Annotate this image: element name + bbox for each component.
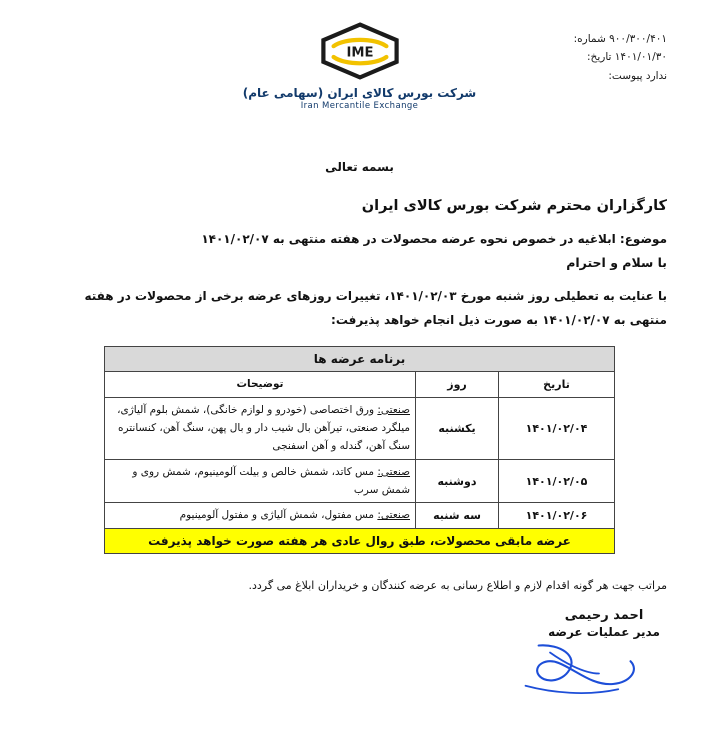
- table-row: [105, 503, 615, 528]
- intro-paragraph-2: منتهی به ۱۴۰۱/۰۲/۰۷ به صورت ذیل انجام خواهد پذیرفت:: [331, 313, 667, 328]
- cell-description-label: صنعتی:: [377, 465, 410, 478]
- offerings-table: [104, 346, 615, 554]
- addressee-line: کارگزاران محترم شرکت بورس کالای ایران: [361, 198, 667, 214]
- table-header-row: [105, 372, 615, 397]
- cell-day: سه شنبه: [416, 503, 499, 528]
- meta-row-number: [574, 30, 667, 48]
- cell-description-text: مس کاتد، شمش خالص و بیلت آلومینیوم، شمش روی و شمش سرب: [132, 465, 410, 497]
- table-highlight-row: [105, 528, 615, 553]
- signer-title: مدیر عملیات عرضه: [548, 624, 660, 639]
- cell-description-text: ورق اختصاصی (خودرو و لوازم خانگی)، شمش بلوم آلیاژی، میلگرد صنعتی، تیرآهن بال شیب دار و بال پهن، سنگ آهن، کنسانتره سنگ آهن، گندله و آهن اسفنجی: [117, 403, 410, 453]
- meta-attachment-label: پیوست:: [608, 69, 643, 82]
- column-header-description: توضیحات: [105, 372, 416, 397]
- organization-logo-block: [210, 22, 510, 111]
- cell-date: ۱۴۰۱/۰۲/۰۴: [499, 397, 615, 459]
- ime-logo-icon: [318, 22, 402, 80]
- intro-paragraph-1: با عنایت به تعطیلی روز شنبه مورخ ۱۴۰۱/۰۲/۰۳، تغییرات روزهای عرضه برخی از محصولات در هفته: [84, 289, 667, 304]
- closing-paragraph: مراتب جهت هر گونه اقدام لازم و اطلاع رسانی به عرضه کنندگان و خریداران ابلاغ می گردد.: [248, 578, 667, 592]
- cell-description-label: صنعتی:: [377, 403, 410, 416]
- highlight-note: عرضه مابقی محصولات، طبق روال عادی هر هفته صورت خواهد پذیرفت: [105, 528, 615, 553]
- document-header: [0, 0, 719, 150]
- cell-description: [105, 459, 416, 503]
- salutation-line: با سلام و احترام: [566, 255, 667, 271]
- signer-name: احمد رحیمی: [564, 607, 644, 623]
- cell-description: [105, 503, 416, 528]
- organization-name-fa: شرکت بورس کالای ایران (سهامی عام): [242, 86, 477, 100]
- cell-date: ۱۴۰۱/۰۲/۰۵: [499, 459, 615, 503]
- meta-row-date: [574, 48, 667, 66]
- basmala-line: بسمه تعالی: [325, 160, 394, 174]
- table-title: برنامه عرضه ها: [105, 347, 615, 372]
- organization-name-en: Iran Mercantile Exchange: [300, 101, 419, 111]
- cell-description-text: مس مفتول، شمش آلیاژی و مفتول آلومینیوم: [179, 509, 378, 522]
- cell-description-label: صنعتی:: [377, 509, 410, 522]
- meta-row-attachment: [574, 67, 667, 85]
- svg-text:IME: IME: [345, 45, 374, 61]
- cell-description: [105, 397, 416, 459]
- signature-block: [489, 608, 719, 709]
- cell-day: یکشنبه: [416, 397, 499, 459]
- cell-date: ۱۴۰۱/۰۲/۰۶: [499, 503, 615, 528]
- meta-date-value: ۱۴۰۱/۰۱/۳۰: [614, 51, 667, 64]
- offerings-table-wrap: [104, 346, 615, 554]
- table-row: [105, 397, 615, 459]
- meta-attachment-value: ندارد: [645, 69, 667, 82]
- handwritten-signature-icon: [508, 635, 701, 705]
- column-header-date: تاریخ: [499, 372, 615, 397]
- cell-day: دوشنبه: [416, 459, 499, 503]
- meta-date-label: تاریخ:: [587, 51, 612, 64]
- table-row: [105, 459, 615, 503]
- meta-number-label: شماره:: [573, 33, 606, 45]
- column-header-day: روز: [416, 372, 499, 397]
- letter-meta: [574, 30, 667, 85]
- table-title-row: [105, 347, 615, 372]
- subject-line: موضوع: ابلاغیه در خصوص نحوه عرضه محصولات در هفته منتهی به ۱۴۰۱/۰۲/۰۷: [201, 232, 667, 246]
- meta-number-value: ۹۰۰/۳۰۰/۴۰۱: [609, 33, 667, 45]
